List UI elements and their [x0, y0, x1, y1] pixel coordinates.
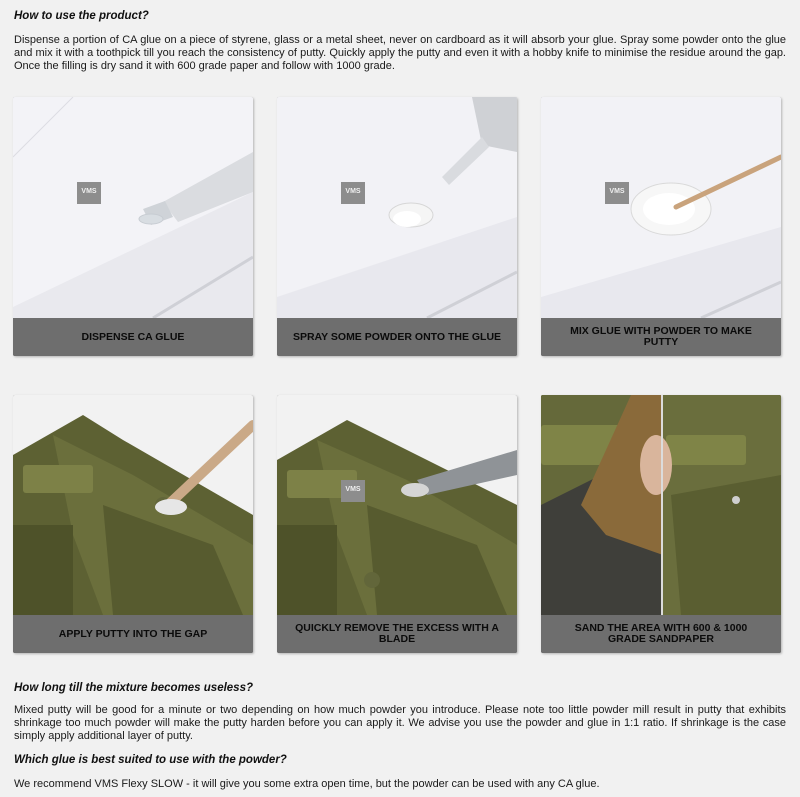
svg-text:VMS: VMS — [609, 188, 625, 195]
vms-logo-icon — [341, 182, 365, 204]
step-caption: MIX GLUE WITH POWDER TO MAKE PUTTY — [541, 318, 781, 356]
step-photo-remove-excess — [277, 395, 517, 615]
step-card-spray-powder — [277, 97, 517, 356]
section-text-how-long: Mixed putty will be good for a minute or two depending on how much powder you introduce. Please note too little powder mill result in putty that exhibits shrinkage too much powder will make the putty harden before you can apply it. We advise you use the powder and glue in 1:1 ratio. If shrinkage is the case simply apply additional layer of putty. — [14, 704, 786, 742]
svg-text:VMS: VMS — [345, 188, 361, 195]
section-text-which-glue: We recommend VMS Flexy SLOW - it will give you some extra open time, but the powder can be used with any CA glue. — [14, 778, 600, 790]
step-card-sand-area — [541, 395, 781, 653]
step-card-dispense — [13, 97, 253, 356]
step-card-apply-putty — [13, 395, 253, 653]
step-photo-apply-putty — [13, 395, 253, 615]
step-photo-sand-area — [541, 395, 781, 615]
step-card-mix-putty — [541, 97, 781, 356]
step-photo-dispense — [13, 97, 253, 318]
svg-text:VMS: VMS — [81, 188, 97, 195]
step-photo-mix-putty — [541, 97, 781, 318]
step-photo-spray-powder — [277, 97, 517, 318]
section-text-how-to-use: Dispense a portion of CA glue on a piece of styrene, glass or a metal sheet, never on cardboard as it will absorb your glue. Spray some powder onto the glue and mix it with a toothpick till you reach the consistency of putty. Quickly apply the putty and even it with a hobby knife to minimise the residue around the gap. Once the filling is dry sand it with 600 grade paper and follow with 1000 grade. — [14, 34, 786, 72]
step-caption: DISPENSE CA GLUE — [13, 318, 253, 356]
vms-logo-icon — [77, 182, 101, 204]
section-heading-how-long: How long till the mixture becomes useless? — [14, 682, 254, 694]
finger-icon — [640, 435, 672, 495]
step-caption: QUICKLY REMOVE THE EXCESS WITH A BLADE — [277, 615, 517, 653]
section-heading-how-to-use: How to use the product? — [14, 10, 149, 22]
step-caption: SPRAY SOME POWDER ONTO THE GLUE — [277, 318, 517, 356]
svg-text:VMS: VMS — [345, 486, 361, 493]
step-caption: SAND THE AREA WITH 600 & 1000 GRADE SANDPAPER — [541, 615, 781, 653]
vms-logo-icon — [605, 182, 629, 204]
step-caption: APPLY PUTTY INTO THE GAP — [13, 615, 253, 653]
step-card-remove-excess — [277, 395, 517, 653]
section-heading-which-glue: Which glue is best suited to use with the powder? — [14, 754, 287, 766]
vms-logo-icon — [341, 480, 365, 502]
